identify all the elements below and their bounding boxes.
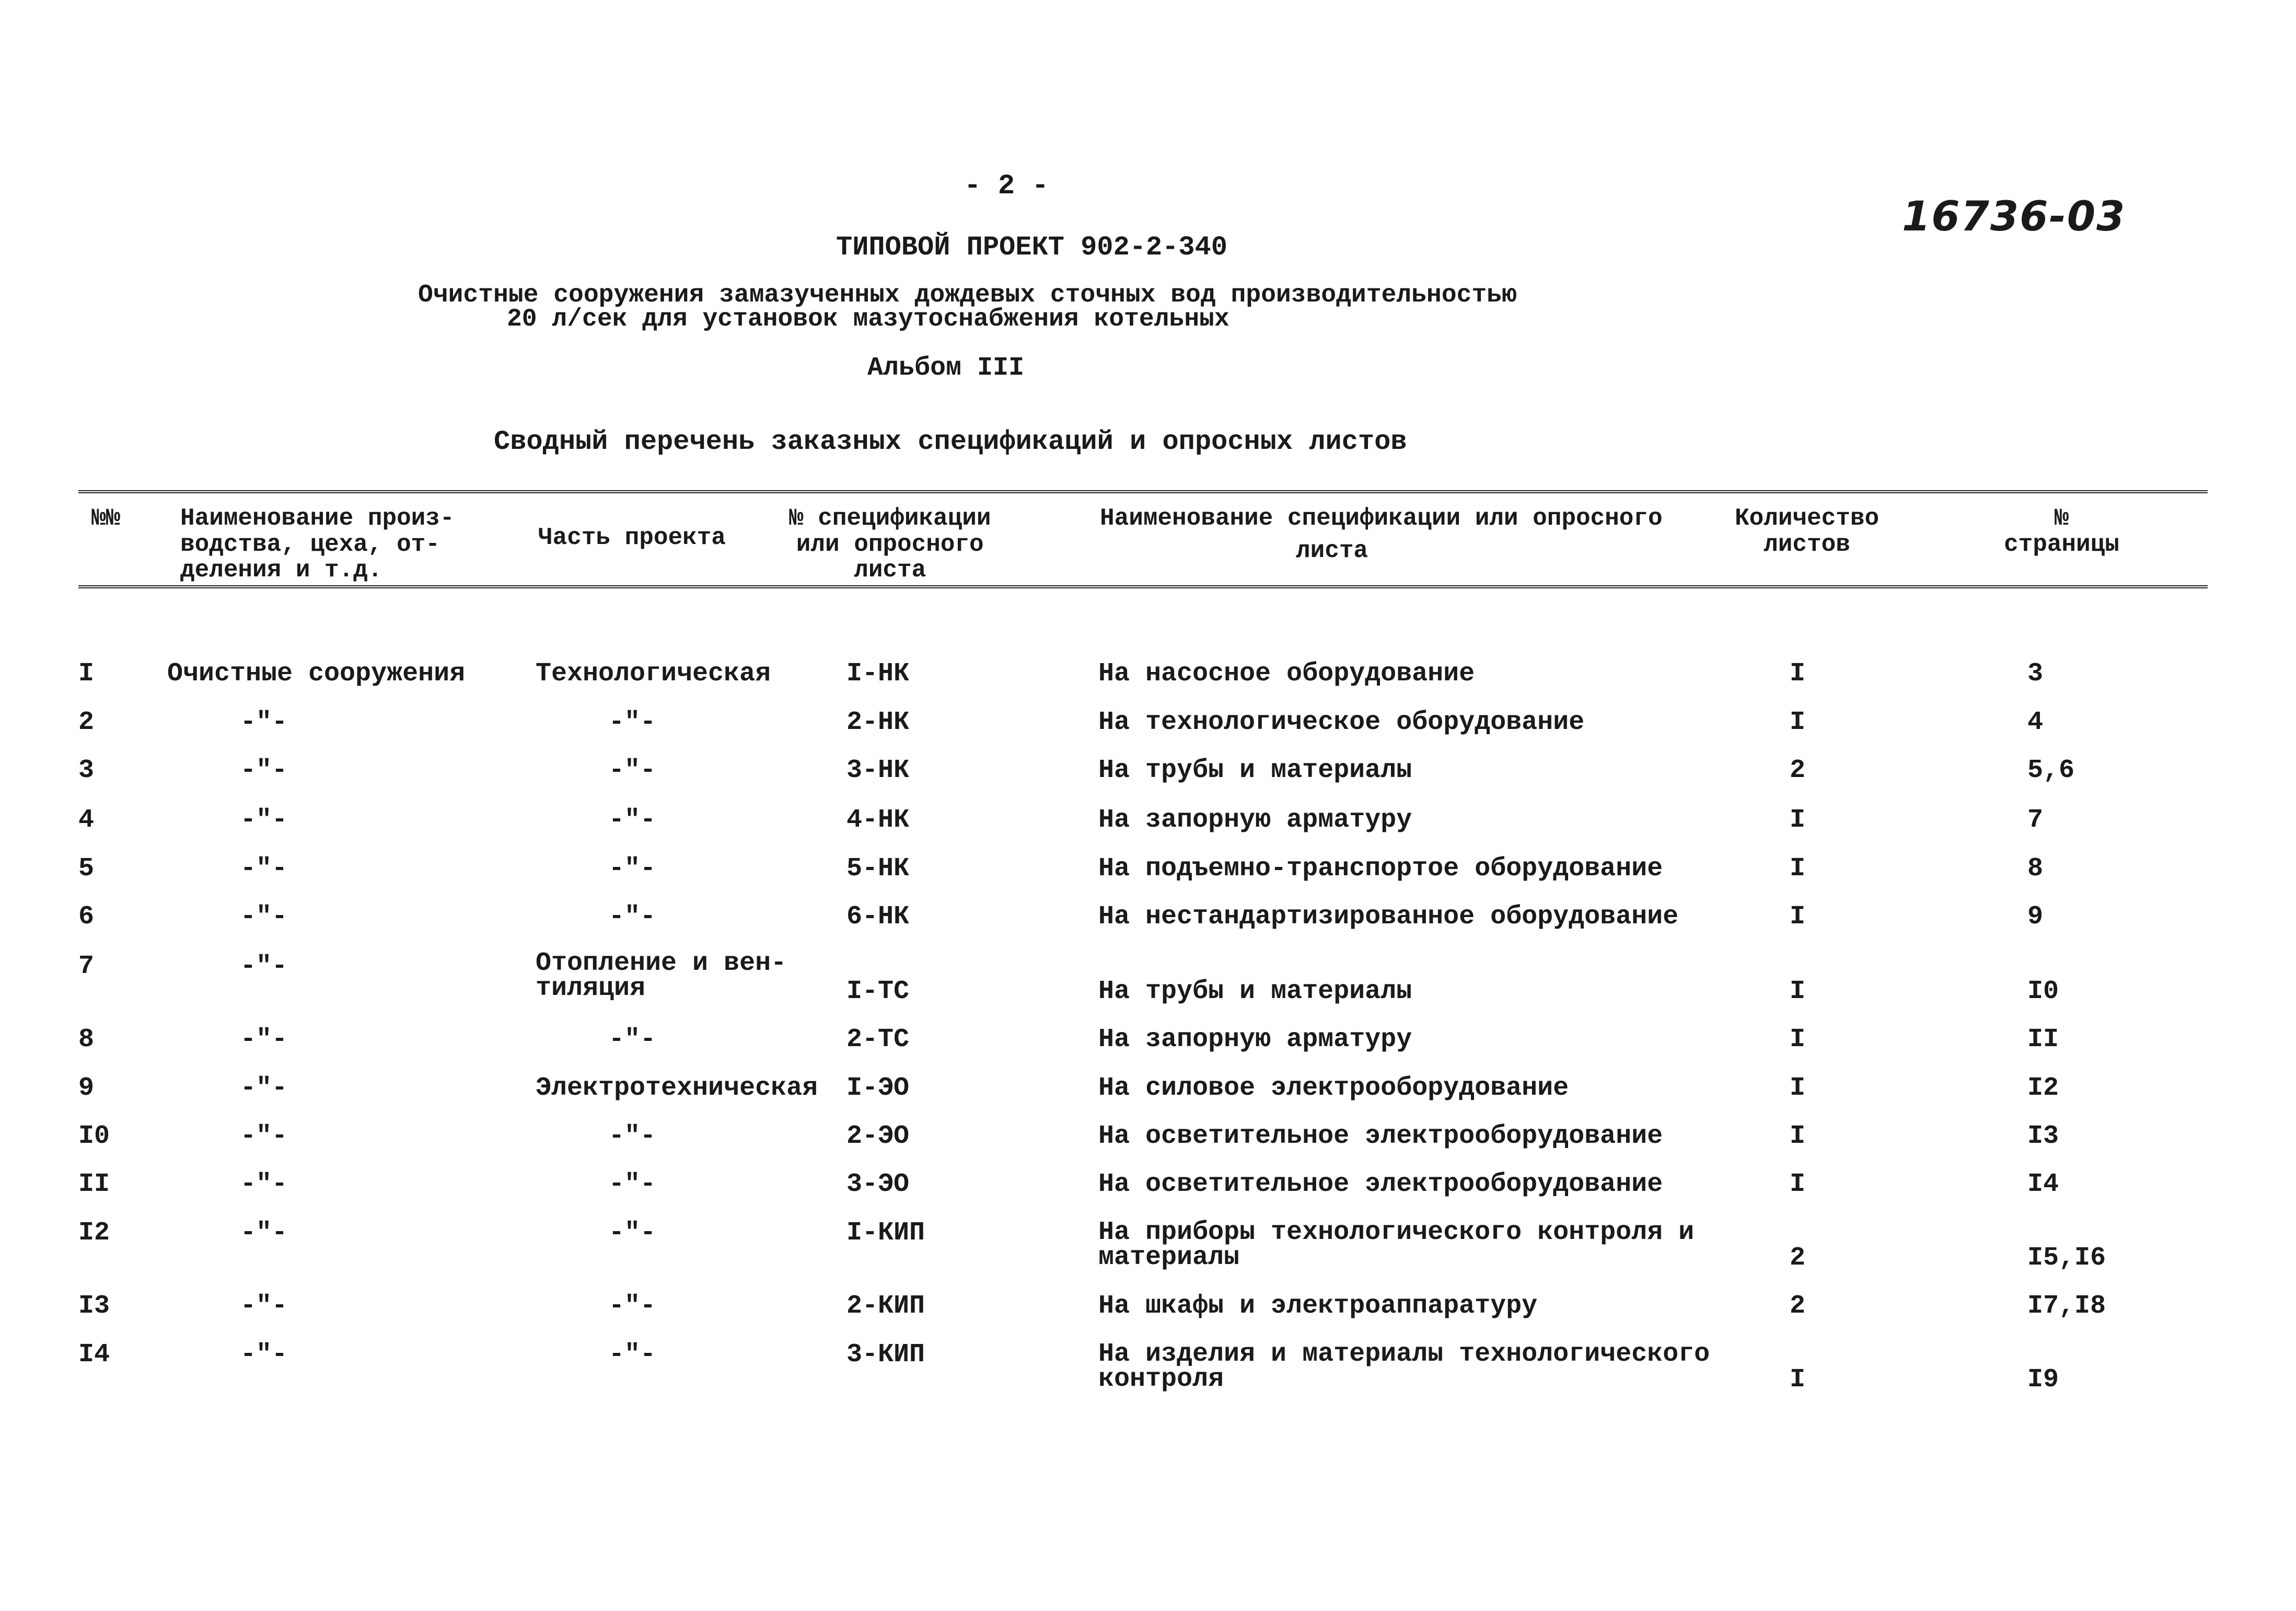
album-label: Альбом III	[867, 353, 1025, 383]
description-line-2: 20 л/сек для установок мазутоснабжения котельных	[507, 305, 1230, 333]
list-title: Сводный перечень заказных спецификаций и опросных листов	[494, 426, 1407, 457]
cell-num: I0	[78, 1121, 110, 1151]
cell-spec: 4-НК	[846, 805, 910, 835]
table-top-rule	[78, 490, 2208, 493]
cell-page: II	[2027, 1025, 2059, 1054]
cell-production: -"-	[240, 708, 288, 737]
cell-spec-name: На силовое электрооборудование	[1098, 1073, 1569, 1103]
cell-spec: 2-НК	[846, 708, 910, 737]
cell-part: -"-	[609, 854, 656, 884]
cell-page: 3	[2027, 659, 2044, 689]
cell-page: 8	[2027, 854, 2044, 884]
cell-production: -"-	[240, 1073, 288, 1103]
cell-num: II	[78, 1169, 110, 1199]
cell-num: 6	[78, 902, 95, 932]
cell-spec-name: На запорную арматуру	[1098, 805, 1412, 835]
cell-spec-name: На подъемно-транспортое оборудование	[1098, 854, 1663, 884]
cell-production: -"-	[240, 805, 288, 835]
cell-spec: 3-ЭО	[846, 1169, 910, 1199]
header-spec-name-1: Наименование спецификации или опросного	[1100, 505, 1663, 532]
cell-production: -"-	[240, 1340, 288, 1370]
document-stamp: 16736-03	[1902, 193, 2126, 240]
cell-sheets: 2	[1790, 756, 1806, 785]
cell-part: -"-	[609, 805, 656, 835]
cell-spec: 5-НК	[846, 854, 910, 884]
cell-production: -"-	[240, 1025, 288, 1054]
cell-part: -"-	[609, 756, 656, 785]
cell-part: -"-	[609, 1218, 656, 1248]
cell-spec: 2-ТС	[846, 1025, 910, 1054]
cell-part: Электротехническая	[536, 1073, 818, 1103]
cell-spec-name: На нестандартизированное оборудование	[1098, 902, 1679, 932]
cell-spec: 6-НК	[846, 902, 910, 932]
cell-sheets: 2	[1790, 1291, 1806, 1321]
cell-part: -"-	[609, 1169, 656, 1199]
table-header-rule	[78, 585, 2208, 588]
cell-part: Технологическая	[536, 659, 771, 689]
cell-production: -"-	[240, 1291, 288, 1321]
cell-num: I	[78, 659, 95, 689]
cell-spec: 2-ЭО	[846, 1121, 910, 1151]
cell-num: 4	[78, 805, 95, 835]
cell-production: -"-	[240, 854, 288, 884]
cell-spec-name: На трубы и материалы	[1098, 756, 1412, 785]
cell-part: -"-	[609, 1025, 656, 1054]
cell-spec-name: На технологическое оборудование	[1098, 708, 1585, 737]
cell-page: I2	[2027, 1073, 2059, 1103]
cell-sheets: I	[1790, 1121, 1806, 1151]
cell-page: 7	[2027, 805, 2044, 835]
cell-part: -"-	[609, 1291, 656, 1321]
cell-sheets: I	[1790, 1073, 1806, 1103]
cell-sheets: I	[1790, 854, 1806, 884]
cell-production: -"-	[240, 1121, 288, 1151]
cell-page: 9	[2027, 902, 2044, 932]
cell-num: 9	[78, 1073, 95, 1103]
cell-sheets: I	[1790, 1169, 1806, 1199]
cell-page: I4	[2027, 1169, 2059, 1199]
cell-page: 5,6	[2027, 756, 2075, 785]
cell-sheets: I	[1790, 1365, 1806, 1395]
cell-spec-name: На запорную арматуру	[1098, 1025, 1412, 1054]
cell-part: -"-	[609, 708, 656, 737]
cell-sheets: I	[1790, 902, 1806, 932]
cell-page: I7,I8	[2027, 1291, 2106, 1321]
cell-spec-name: На трубы и материалы	[1098, 977, 1412, 1006]
cell-spec: 3-КИП	[846, 1340, 925, 1370]
cell-page: 4	[2027, 708, 2044, 737]
page-number: - 2 -	[964, 170, 1049, 202]
cell-num: I3	[78, 1291, 110, 1321]
cell-spec: 3-НК	[846, 756, 910, 785]
cell-num: 5	[78, 854, 95, 884]
cell-num: 2	[78, 708, 95, 737]
header-page: № страницы	[2004, 505, 2119, 558]
cell-spec-name: На изделия и материалы технологического контроля	[1098, 1339, 1710, 1394]
cell-production: -"-	[240, 952, 288, 981]
cell-num: 8	[78, 1025, 95, 1054]
description-line-1: Очистные сооружения замазученных дождевых сточных вод производительностью	[418, 281, 1517, 309]
cell-page: I9	[2027, 1365, 2059, 1395]
cell-spec-name: На насосное оборудование	[1098, 659, 1475, 689]
header-spec-name-2: листа	[1296, 537, 1369, 564]
cell-production: -"-	[240, 1218, 288, 1248]
cell-spec-name: На приборы технологического контроля и материалы	[1098, 1218, 1695, 1272]
cell-spec: I-КИП	[846, 1218, 925, 1248]
cell-sheets: I	[1790, 977, 1806, 1006]
cell-spec-name: На шкафы и электроаппаратуру	[1098, 1291, 1538, 1321]
cell-spec: I-НК	[846, 659, 910, 689]
cell-part: -"-	[609, 1121, 656, 1151]
cell-spec: I-ЭО	[846, 1073, 910, 1103]
cell-production: -"-	[240, 902, 288, 932]
cell-page: I3	[2027, 1121, 2059, 1151]
cell-num: 7	[78, 952, 95, 981]
cell-sheets: I	[1790, 1025, 1806, 1054]
header-part: Часть проекта	[538, 524, 726, 551]
project-title: ТИПОВОЙ ПРОЕКТ 902-2-340	[836, 232, 1227, 263]
header-num: №№	[91, 505, 121, 532]
cell-spec-name: На осветительное электрооборудование	[1098, 1169, 1663, 1199]
cell-production: Очистные сооружения	[167, 659, 466, 689]
cell-part: -"-	[609, 902, 656, 932]
header-spec-no: № спецификации или опросного листа	[789, 505, 991, 584]
cell-num: I2	[78, 1218, 110, 1248]
cell-spec: I-ТС	[846, 977, 910, 1006]
cell-part: -"-	[609, 1340, 656, 1370]
header-production: Наименование произ- водства, цеха, от- деления и т.д.	[180, 505, 455, 584]
cell-num: 3	[78, 756, 95, 785]
cell-num: I4	[78, 1340, 110, 1370]
cell-sheets: I	[1790, 708, 1806, 737]
header-sheets: Количество листов	[1735, 505, 1880, 558]
cell-sheets: I	[1790, 805, 1806, 835]
cell-production: -"-	[240, 756, 288, 785]
cell-part: Отопление и вен- тиляция	[536, 948, 787, 1003]
cell-page: I0	[2027, 977, 2059, 1006]
cell-spec-name: На осветительное электрооборудование	[1098, 1121, 1663, 1151]
cell-production: -"-	[240, 1169, 288, 1199]
cell-spec: 2-КИП	[846, 1291, 925, 1321]
cell-page: I5,I6	[2027, 1243, 2106, 1273]
cell-sheets: 2	[1790, 1243, 1806, 1273]
cell-sheets: I	[1790, 659, 1806, 689]
